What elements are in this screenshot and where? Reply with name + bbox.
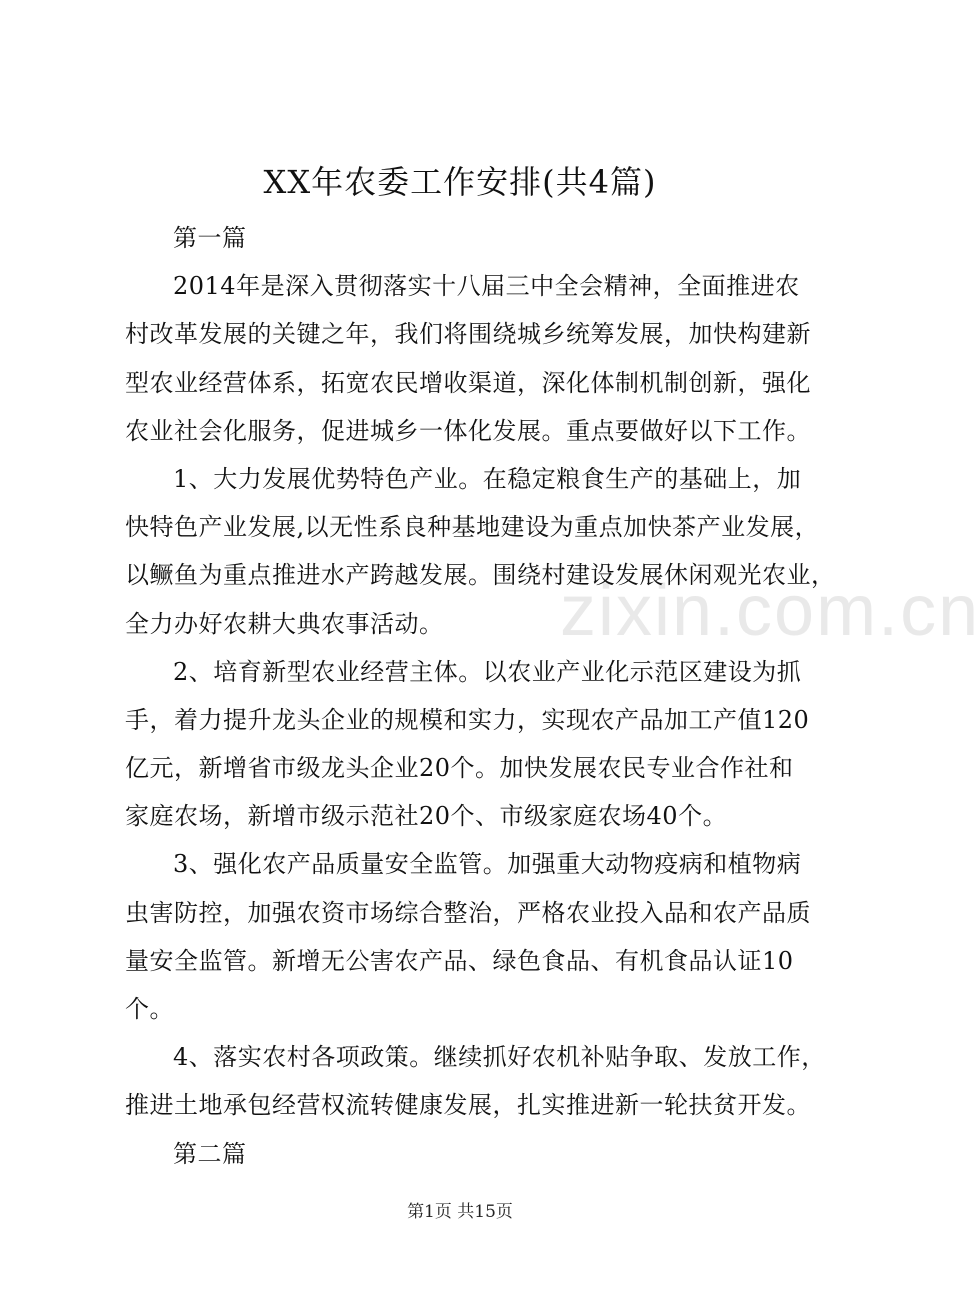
text-line: 2、培育新型农业经营主体。以农业产业化示范区建设为抓 xyxy=(173,657,802,686)
text-line: 亿元，新增省市级龙头企业20个。加快发展农民专业合作社和 xyxy=(125,754,794,783)
text-line: 量安全监管。新增无公害农产品、绿色食品、有机食品认证10 xyxy=(125,946,794,975)
text-line: 3、强化农产品质量安全监管。加强重大动物疫病和植物病 xyxy=(173,850,802,879)
text-line: 村改革发展的关键之年，我们将围绕城乡统筹发展，加快构建新 xyxy=(125,320,811,349)
text-line: 第一篇 xyxy=(173,224,247,252)
text-line: 型农业经营体系，拓宽农民增收渠道，深化体制机制创新，强化 xyxy=(125,368,811,397)
text-line: 农业社会化服务，促进城乡一体化发展。重点要做好以下工作。 xyxy=(125,416,811,445)
text-line: 第二篇 xyxy=(173,1139,247,1168)
text-line: 虫害防控，加强农资市场综合整治，严格农业投入品和农产品质 xyxy=(125,898,811,927)
page-footer: 第1页 共15页 xyxy=(407,1202,513,1222)
document-title: XX年农委工作安排(共4篇) xyxy=(263,163,657,201)
text-line: 2014年是深入贯彻落实十八届三中全会精神，全面推进农 xyxy=(173,272,800,301)
text-line: 个。 xyxy=(125,995,174,1023)
watermark: zixin.com.cn xyxy=(560,571,980,651)
text-line: 1、大力发展优势特色产业。在稳定粮食生产的基础上，加 xyxy=(173,464,802,493)
text-line: 家庭农场，新增市级示范社20个、市级家庭农场40个。 xyxy=(125,802,728,831)
text-line: 手，着力提升龙头企业的规模和实力，实现农产品加工产值120 xyxy=(125,705,810,734)
text-line: 以鳜鱼为重点推进水产跨越发展。围绕村建设发展休闲观光农业， xyxy=(125,561,836,590)
document-body xyxy=(125,214,836,1178)
text-line: 快特色产业发展,以无性系良种基地建设为重点加快茶产业发展， xyxy=(125,513,820,542)
text-line: 4、落实农村各项政策。继续抓好农机补贴争取、发放工作， xyxy=(173,1043,826,1072)
text-line: 全力办好农耕大典农事活动。 xyxy=(125,609,444,638)
text-line: 推进土地承包经营权流转健康发展，扎实推进新一轮扶贫开发。 xyxy=(125,1091,811,1120)
